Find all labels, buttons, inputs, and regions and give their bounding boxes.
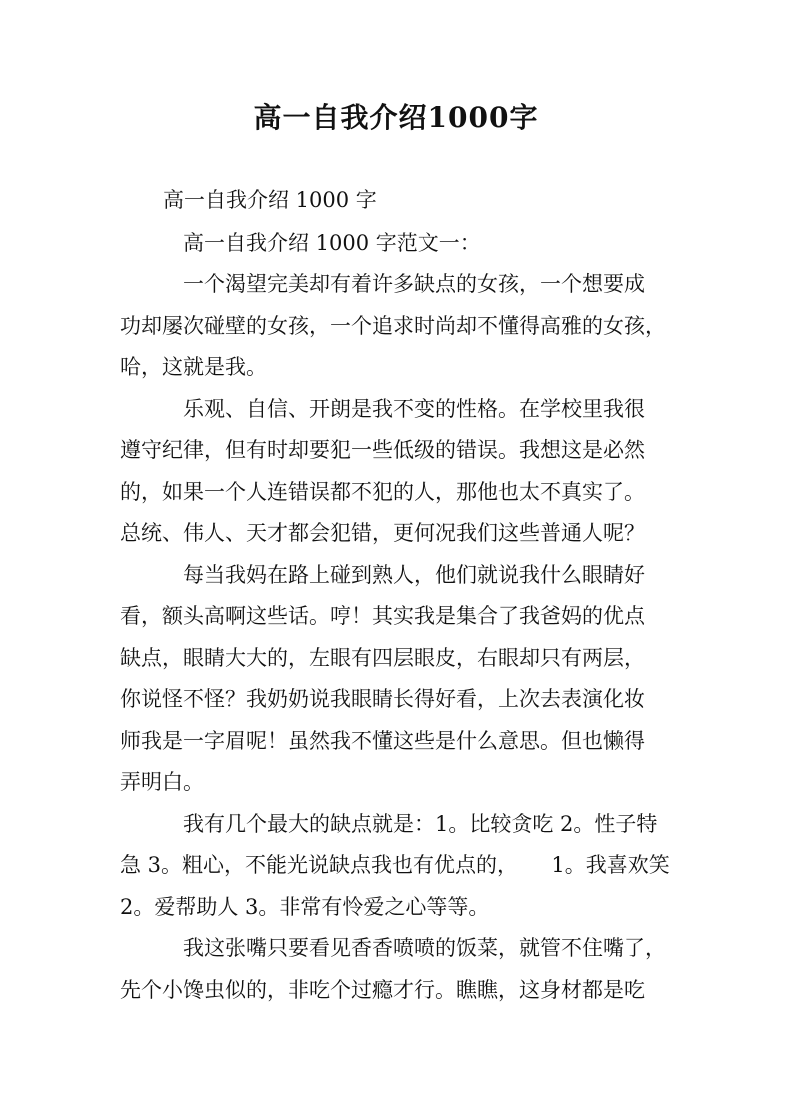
paragraph-line: 哈，这就是我。 <box>120 355 267 379</box>
paragraph-line: 急 3。粗心，不能光说缺点我也有优点的， 1。我喜欢笑 <box>120 853 670 877</box>
paragraph-line: 师我是一字眉呢！虽然我不懂这些是什么意思。但也懒得 <box>120 729 645 753</box>
paragraph-line: 乐观、自信、开朗是我不变的性格。在学校里我很 <box>183 397 645 421</box>
paragraph-line: 总统、伟人、天才都会犯错，更何况我们这些普通人呢？ <box>120 521 645 545</box>
paragraph-line: 你说怪不怪？我奶奶说我眼睛长得好看，上次去表演化妆 <box>120 687 645 711</box>
paragraph-line: 我这张嘴只要看见香香喷喷的饭菜，就管不住嘴了， <box>183 936 666 960</box>
paragraph-line: 每当我妈在路上碰到熟人，他们就说我什么眼睛好 <box>183 563 645 587</box>
document-title: 高一自我介绍1000字 <box>253 101 539 134</box>
paragraph-line: 的，如果一个人连错误都不犯的人，那他也太不真实了。 <box>120 480 645 504</box>
paragraph-line: 缺点，眼睛大大的，左眼有四层眼皮，右眼却只有两层， <box>120 646 645 670</box>
paragraph-line: 先个小馋虫似的，非吃个过瘾才行。瞧瞧，这身材都是吃 <box>120 978 645 1002</box>
paragraph-line: 弄明白。 <box>120 770 204 794</box>
paragraph-line: 2。爱帮助人 3。非常有怜爱之心等等。 <box>120 895 490 919</box>
paragraph-line: 遵守纪律，但有时却要犯一些低级的错误。我想这是必然 <box>120 438 645 462</box>
paragraph-line: 看，额头高啊这些话。哼！其实我是集合了我爸妈的优点 <box>120 604 645 628</box>
paragraph-line: 高一自我介绍 1000 字范文一： <box>183 231 481 255</box>
paragraph-line: 功却屡次碰壁的女孩，一个追求时尚却不懂得高雅的女孩， <box>120 314 666 338</box>
paragraph-line: 我有几个最大的缺点就是：1。比较贪吃 2。性子特 <box>183 812 658 836</box>
document-subtitle: 高一自我介绍 1000 字 <box>163 188 377 212</box>
paragraph-line: 一个渴望完美却有着许多缺点的女孩，一个想要成 <box>183 272 645 296</box>
